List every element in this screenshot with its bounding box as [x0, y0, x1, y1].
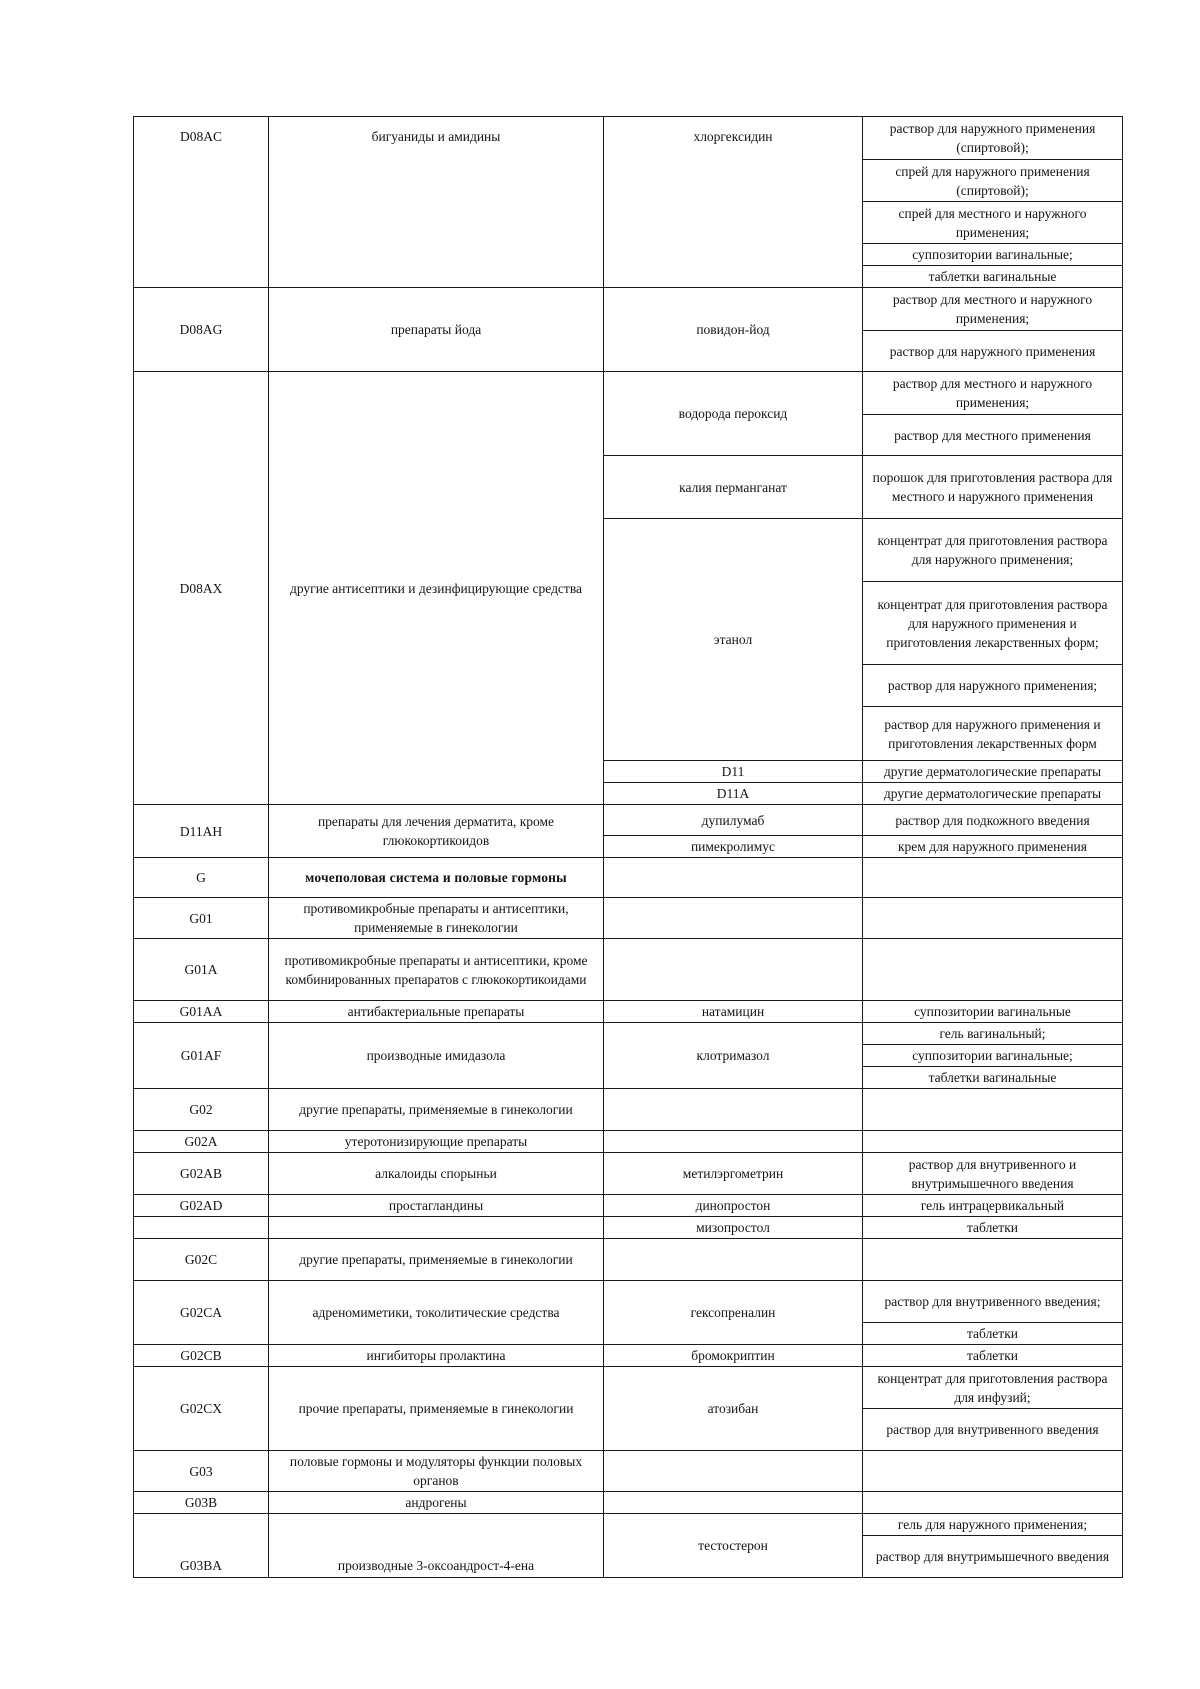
drug-classification-table	[133, 116, 1123, 1578]
group-name-cell: другие антисептики и дезинфицирующие средства	[269, 372, 604, 805]
dosage-form-cell: раствор для внутривенного и внутримышечного введения	[863, 1153, 1123, 1195]
group-name-cell: утеротонизирующие препараты	[269, 1131, 604, 1153]
dosage-form-cell: таблетки	[863, 1345, 1123, 1367]
table-row	[134, 1153, 1123, 1195]
dosage-form-cell: раствор для наружного применения и приготовления лекарственных форм	[863, 707, 1123, 761]
table-row	[134, 939, 1123, 1001]
group-name-cell: адреномиметики, токолитические средства	[269, 1281, 604, 1345]
atc-code-cell: G01A	[134, 939, 269, 1001]
atc-code-cell: G01AA	[134, 1001, 269, 1023]
substance-cell: водорода пероксид	[604, 372, 863, 456]
dosage-form-cell: раствор для местного и наружного применения;	[863, 372, 1123, 415]
group-name-cell: ингибиторы пролактина	[269, 1345, 604, 1367]
table-row	[134, 1217, 1123, 1239]
group-name-cell: другие препараты, применяемые в гинекологии	[269, 1239, 604, 1281]
substance-cell: этанол	[604, 519, 863, 761]
atc-code-cell: G02AB	[134, 1153, 269, 1195]
table-row	[134, 805, 1123, 836]
table-row	[134, 1281, 1123, 1323]
group-name-cell: простагландины	[269, 1195, 604, 1217]
atc-code-cell: G02	[134, 1089, 269, 1131]
substance-cell: калия перманганат	[604, 456, 863, 519]
substance-cell: клотримазол	[604, 1023, 863, 1089]
dosage-form-cell: концентрат для приготовления раствора для инфузий;	[863, 1367, 1123, 1409]
atc-code-cell: G	[134, 858, 269, 898]
dosage-form-cell: спрей для наружного применения (спиртовой);	[863, 160, 1123, 202]
table-row	[134, 858, 1123, 898]
atc-code-cell: G03BA	[134, 1514, 269, 1578]
atc-code-cell: G02CX	[134, 1367, 269, 1451]
table-row	[134, 117, 1123, 160]
dosage-form-cell: концентрат для приготовления раствора для наружного применения;	[863, 519, 1123, 582]
group-name-cell: другие дерматологические препараты	[863, 783, 1123, 805]
table-row	[134, 1023, 1123, 1045]
group-name-cell: противомикробные препараты и антисептики, кроме комбинированных препаратов с глюкокортикоидами	[269, 939, 604, 1001]
table-row	[134, 372, 1123, 415]
dosage-form-cell: суппозитории вагинальные;	[863, 1045, 1123, 1067]
table-row	[134, 1492, 1123, 1514]
group-name-cell: половые гормоны и модуляторы функции половых органов	[269, 1451, 604, 1492]
dosage-form-cell: гель вагинальный;	[863, 1023, 1123, 1045]
group-name-cell: другие препараты, применяемые в гинекологии	[269, 1089, 604, 1131]
dosage-form-cell: таблетки вагинальные	[863, 266, 1123, 288]
dosage-form-cell: раствор для наружного применения;	[863, 665, 1123, 707]
dosage-form-cell: таблетки	[863, 1323, 1123, 1345]
dosage-form-cell: гель для наружного применения;	[863, 1514, 1123, 1536]
substance-cell: дупилумаб	[604, 805, 863, 836]
substance-cell: атозибан	[604, 1367, 863, 1451]
document-page	[133, 116, 1123, 1578]
dosage-form-cell: спрей для местного и наружного применения;	[863, 202, 1123, 244]
group-name-cell: другие дерматологические препараты	[863, 761, 1123, 783]
group-name-cell: андрогены	[269, 1492, 604, 1514]
substance-cell: пимекролимус	[604, 836, 863, 858]
dosage-form-cell: раствор для внутривенного введения	[863, 1409, 1123, 1451]
dosage-form-cell: раствор для местного применения	[863, 415, 1123, 456]
group-name-cell: производные имидазола	[269, 1023, 604, 1089]
atc-code-cell: D11AH	[134, 805, 269, 858]
dosage-form-cell: гель интрацервикальный	[863, 1195, 1123, 1217]
group-name-cell: антибактериальные препараты	[269, 1001, 604, 1023]
table-row	[134, 1089, 1123, 1131]
substance-cell: гексопреналин	[604, 1281, 863, 1345]
table-row	[134, 1367, 1123, 1409]
atc-code-cell: G01AF	[134, 1023, 269, 1089]
group-name-cell: мочеполовая система и половые гормоны	[269, 858, 604, 898]
atc-code-cell: D11A	[604, 783, 863, 805]
dosage-form-cell: таблетки	[863, 1217, 1123, 1239]
substance-cell: мизопростол	[604, 1217, 863, 1239]
table-row	[134, 1001, 1123, 1023]
atc-code-cell: D08AC	[134, 117, 269, 288]
table-row	[134, 1514, 1123, 1536]
group-name-cell: производные 3-оксоандрост-4-ена	[269, 1514, 604, 1578]
table-row	[134, 288, 1123, 331]
dosage-form-cell: раствор для наружного применения (спиртовой);	[863, 117, 1123, 160]
dosage-form-cell: суппозитории вагинальные	[863, 1001, 1123, 1023]
dosage-form-cell: раствор для местного и наружного применения;	[863, 288, 1123, 331]
atc-code-cell: G02AD	[134, 1195, 269, 1217]
group-name-cell: алкалоиды спорыньи	[269, 1153, 604, 1195]
atc-code-cell: G02CB	[134, 1345, 269, 1367]
dosage-form-cell: концентрат для приготовления раствора для наружного применения и приготовления лекарственных форм;	[863, 582, 1123, 665]
atc-code-cell: D08AX	[134, 372, 269, 805]
substance-cell: метилэргометрин	[604, 1153, 863, 1195]
substance-cell: динопростон	[604, 1195, 863, 1217]
substance-cell: бромокриптин	[604, 1345, 863, 1367]
dosage-form-cell: крем для наружного применения	[863, 836, 1123, 858]
dosage-form-cell: раствор для наружного применения	[863, 331, 1123, 372]
table-row	[134, 1451, 1123, 1492]
atc-code-cell	[134, 1217, 269, 1239]
table-row	[134, 1239, 1123, 1281]
substance-cell: повидон-йод	[604, 288, 863, 372]
atc-code-cell: G02CA	[134, 1281, 269, 1345]
group-name-cell: препараты йода	[269, 288, 604, 372]
table-row	[134, 1345, 1123, 1367]
atc-code-cell: G01	[134, 898, 269, 939]
group-name-cell: бигуаниды и амидины	[269, 117, 604, 288]
substance-cell: тестостерон	[604, 1514, 863, 1578]
atc-code-cell: G03	[134, 1451, 269, 1492]
atc-code-cell: G02A	[134, 1131, 269, 1153]
table-row	[134, 1195, 1123, 1217]
dosage-form-cell: таблетки вагинальные	[863, 1067, 1123, 1089]
group-name-cell: препараты для лечения дерматита, кроме глюкокортикоидов	[269, 805, 604, 858]
dosage-form-cell: раствор для внутримышечного введения	[863, 1536, 1123, 1578]
atc-code-cell: G02C	[134, 1239, 269, 1281]
atc-code-cell: G03B	[134, 1492, 269, 1514]
group-name-cell: противомикробные препараты и антисептики, применяемые в гинекологии	[269, 898, 604, 939]
group-name-cell	[269, 1217, 604, 1239]
dosage-form-cell: раствор для внутривенного введения;	[863, 1281, 1123, 1323]
substance-cell: хлоргексидин	[604, 117, 863, 288]
table-row	[134, 1131, 1123, 1153]
atc-code-cell: D11	[604, 761, 863, 783]
atc-code-cell: D08AG	[134, 288, 269, 372]
dosage-form-cell: суппозитории вагинальные;	[863, 244, 1123, 266]
substance-cell: натамицин	[604, 1001, 863, 1023]
dosage-form-cell: порошок для приготовления раствора для местного и наружного применения	[863, 456, 1123, 519]
group-name-cell: прочие препараты, применяемые в гинекологии	[269, 1367, 604, 1451]
dosage-form-cell: раствор для подкожного введения	[863, 805, 1123, 836]
table-row	[134, 898, 1123, 939]
